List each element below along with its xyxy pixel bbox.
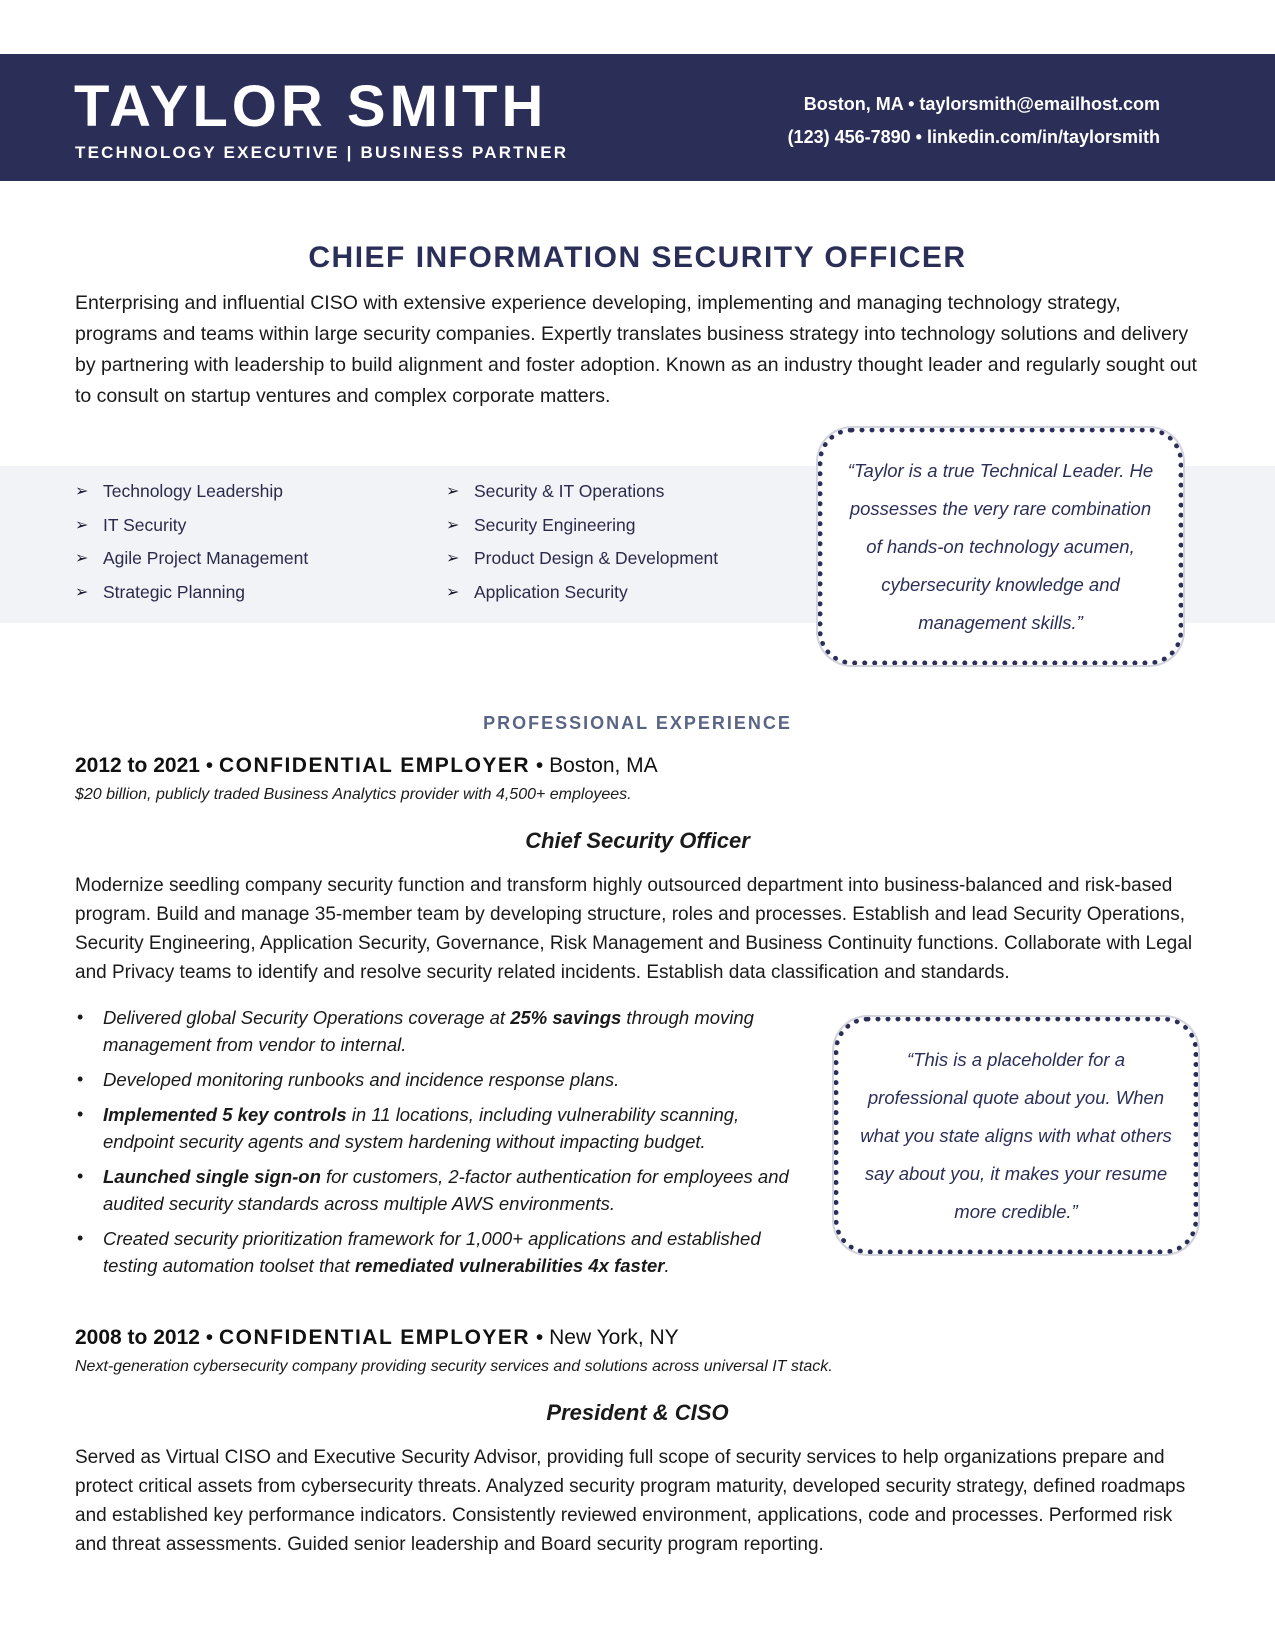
- bullet-icon: •: [77, 1069, 84, 1089]
- bullet-icon: •: [77, 1104, 84, 1124]
- arrow-icon: ➢: [75, 550, 89, 567]
- skill-item: ➢ IT Security: [75, 509, 308, 543]
- arrow-icon: ➢: [446, 483, 460, 500]
- arrow-icon: ➢: [75, 483, 89, 500]
- job-1-description: $20 billion, publicly traded Business Analytics provider with 4,500+ employees.: [75, 786, 632, 803]
- skill-item: ➢ Technology Leadership: [75, 475, 308, 509]
- arrow-icon: ➢: [446, 550, 460, 567]
- skill-item: ➢ Security & IT Operations: [446, 475, 718, 509]
- testimonial-quote-2: [834, 1017, 1198, 1254]
- contact-info: [788, 88, 1160, 154]
- testimonial-text: “This is a placeholder for a professional quote about you. When what you state aligns with what others say about you, it makes your resume more credible.”: [860, 1048, 1172, 1222]
- arrow-icon: ➢: [446, 516, 460, 534]
- testimonial-quote-1: [818, 428, 1183, 665]
- arrow-icon: ➢: [75, 516, 89, 534]
- section-title-experience: PROFESSIONAL EXPERIENCE: [483, 713, 792, 733]
- contact-phone-linkedin: (123) 456-7890 • linkedin.com/in/taylorsmith: [787, 127, 1160, 147]
- achievement-item: • Delivered global Security Operations coverage at 25% savings through moving management from vendor to internal.: [75, 1004, 805, 1058]
- achievement-item: • Developed monitoring runbooks and incidence response plans.: [75, 1066, 805, 1093]
- job-location: Boston, MA: [549, 754, 658, 777]
- skill-item: ➢ Security Engineering: [446, 509, 718, 543]
- bullet-icon: •: [77, 1007, 84, 1027]
- job-location: New York, NY: [549, 1326, 679, 1349]
- skills-column-2: [446, 475, 718, 609]
- job-1-title: Chief Security Officer: [525, 828, 750, 853]
- job-1-achievements: [75, 1004, 805, 1287]
- achievement-item: • Implemented 5 key controls in 11 locations, including vulnerability scanning, endpoint security agents and system hardening without impacting budget.: [75, 1101, 805, 1155]
- job-employer: CONFIDENTIAL EMPLOYER: [218, 754, 531, 777]
- bullet-icon: •: [77, 1228, 84, 1248]
- skill-item: ➢ Strategic Planning: [75, 576, 308, 610]
- resume-header: [0, 54, 1275, 181]
- resume-headline: CHIEF INFORMATION SECURITY OFFICER: [308, 241, 967, 274]
- testimonial-text: “Taylor is a true Technical Leader. He possesses the very rare combination of hands-on technology acumen, cybersecurity knowledge and management skills.”: [847, 459, 1154, 633]
- job-dates: 2008 to 2012: [75, 1326, 200, 1349]
- job-employer: CONFIDENTIAL EMPLOYER: [218, 1326, 531, 1349]
- job-2-summary: Served as Virtual CISO and Executive Security Advisor, providing full scope of security services to help organizations prepare and protect critical assets from cybersecurity threats. Analyzed security program maturity, developed security strategy, defined roadmaps and established key performance indicators. Consistently reviewed environment, applications, code and processes. Performed risk and threat assessments. Guided senior leadership and Board security program reporting.: [75, 1447, 1186, 1555]
- candidate-tagline: TECHNOLOGY EXECUTIVE | BUSINESS PARTNER: [75, 143, 569, 162]
- arrow-icon: ➢: [75, 583, 89, 601]
- job-1-heading: 2012 to 2021 • CONFIDENTIAL EMPLOYER • Boston, MA: [75, 754, 658, 777]
- skill-item: ➢ Product Design & Development: [446, 542, 718, 576]
- professional-summary: Enterprising and influential CISO with extensive experience developing, implementing and managing technology strategy, programs and teams within large security companies. Expertly translates business strategy into technology solutions and delivery by partnering with leadership to build alignment and foster adoption. Known as an industry thought leader and regularly sought out to consult on startup ventures and complex corporate matters.: [75, 292, 1197, 407]
- skills-column-1: [75, 475, 308, 609]
- job-2-description: Next-generation cybersecurity company providing security services and solutions across universal IT stack.: [75, 1358, 833, 1375]
- job-2-heading: 2008 to 2012 • CONFIDENTIAL EMPLOYER • New York, NY: [75, 1326, 679, 1349]
- achievement-item: • Launched single sign-on for customers, 2-factor authentication for employees and audited security standards across multiple AWS environments.: [75, 1163, 805, 1217]
- bullet-icon: •: [77, 1166, 84, 1186]
- skill-item: ➢ Agile Project Management: [75, 542, 308, 576]
- job-dates: 2012 to 2021: [75, 754, 200, 777]
- job-1-summary: Modernize seedling company security function and transform highly outsourced department into business-balanced and risk-based program. Build and manage 35-member team by developing structure, roles and processes. Establish and lead Security Operations, Security Engineering, Application Security, Governance, Risk Management and Business Continuity functions. Collaborate with Legal and Privacy teams to identify and resolve security related incidents. Establish data classification and standards.: [75, 875, 1193, 983]
- achievement-item: • Created security prioritization framework for 1,000+ applications and established testing automation toolset that remediated vulnerabilities 4x faster.: [75, 1225, 805, 1279]
- arrow-icon: ➢: [446, 583, 460, 601]
- job-2-title: President & CISO: [546, 1400, 729, 1425]
- candidate-name: TAYLOR SMITH: [74, 74, 548, 139]
- skill-item: ➢ Application Security: [446, 576, 718, 610]
- contact-location-email: Boston, MA • taylorsmith@emailhost.com: [803, 94, 1160, 114]
